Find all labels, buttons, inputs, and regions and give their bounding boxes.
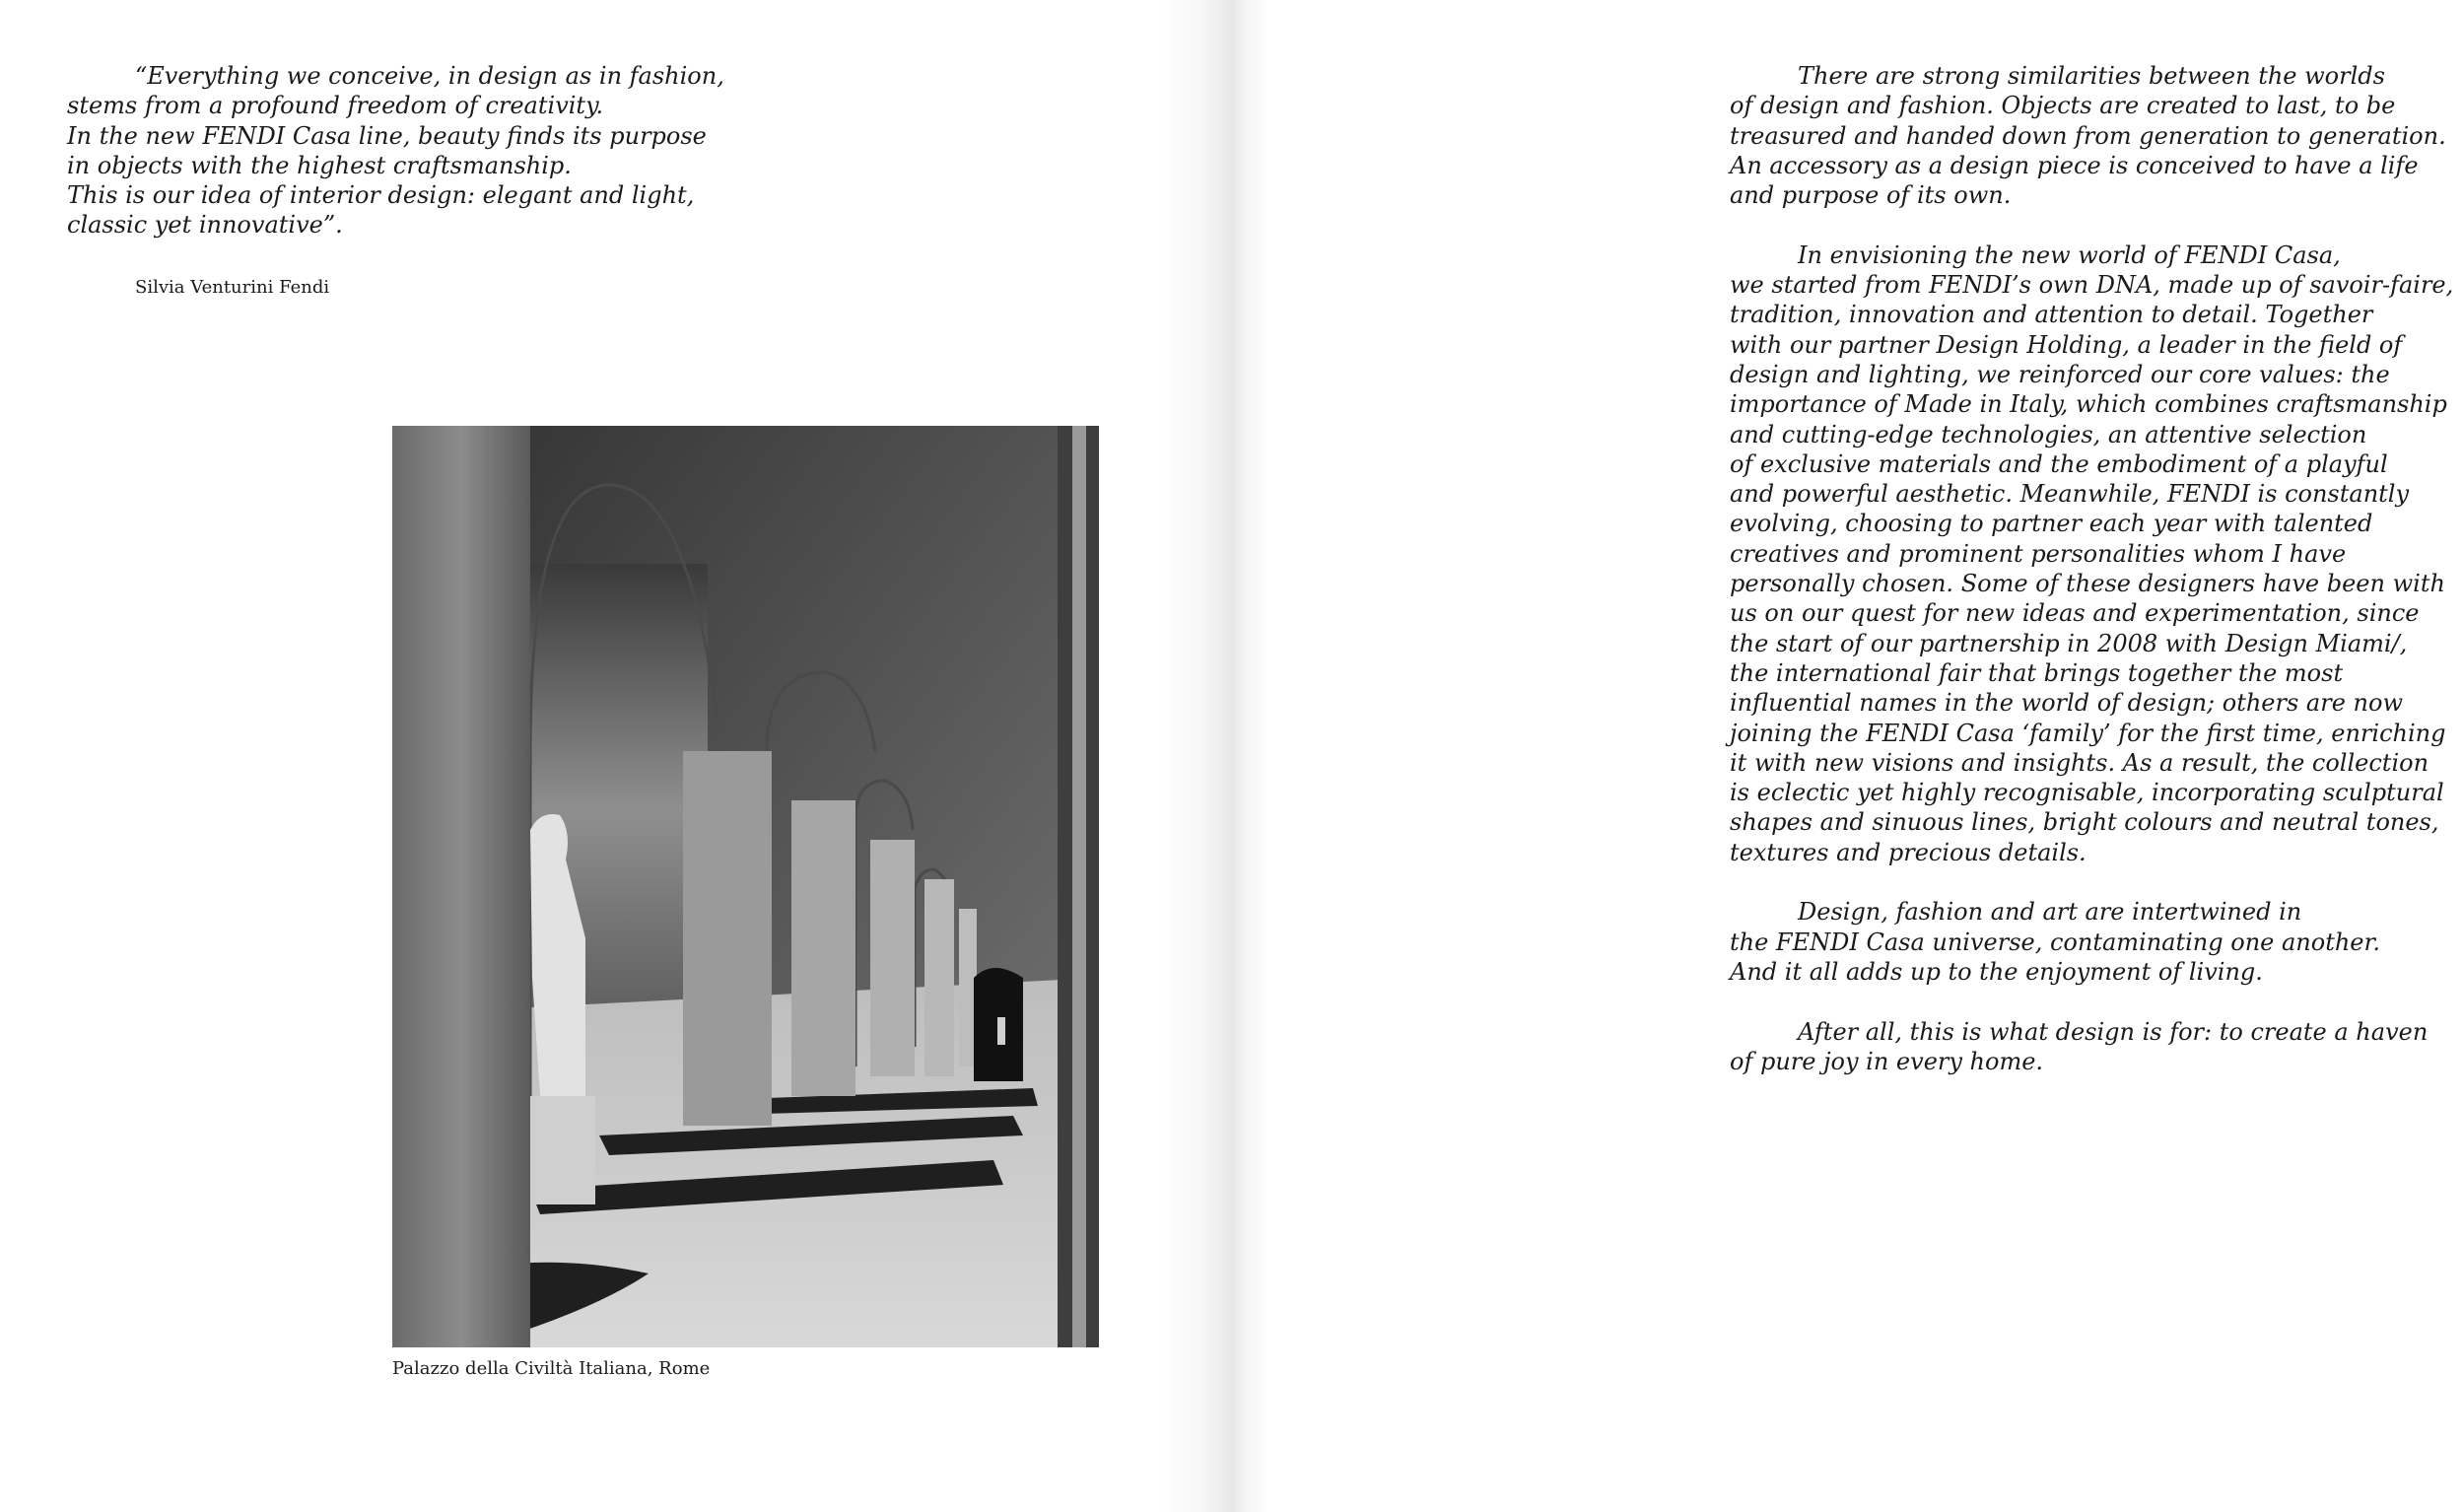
text-line: There are strong similarities between the worlds xyxy=(1798,62,2385,90)
text-line: influential names in the world of design; others are now xyxy=(1730,689,2403,718)
text-line: shapes and sinuous lines, bright colours and neutral tones, xyxy=(1730,808,2439,837)
text-line: Design, fashion and art are intertwined in xyxy=(1798,898,2302,927)
text-line: us on our quest for new ideas and experimentation, since xyxy=(1730,599,2420,628)
text-line: An accessory as a design piece is conceived to have a life xyxy=(1730,151,2419,179)
text-line: the FENDI Casa universe, contaminating one another. xyxy=(1730,928,2380,956)
quote-line: “Everything we conceive, in design as in fashion, xyxy=(135,62,724,90)
text-line: importance of Made in Italy, which combines craftsmanship xyxy=(1730,390,2447,419)
text-line: And it all adds up to the enjoyment of living. xyxy=(1730,957,2263,986)
text-line: and purpose of its own. xyxy=(1730,181,2012,210)
paragraph xyxy=(1730,61,2446,210)
right-page xyxy=(1231,0,2463,1512)
text-line: tradition, innovation and attention to detail. Together xyxy=(1730,301,2373,329)
text-line: the international fair that brings together the most xyxy=(1730,658,2344,687)
text-line: with our partner Design Holding, a leader in the field of xyxy=(1730,330,2403,359)
paragraph xyxy=(1730,1017,2429,1077)
text-line: of exclusive materials and the embodiment of a playful xyxy=(1730,449,2388,478)
quote-line: in objects with the highest craftsmanship. xyxy=(67,151,572,179)
paragraph xyxy=(1730,897,2420,987)
designer-quote xyxy=(67,61,757,241)
quote-line: In the new FENDI Casa line, beauty finds its purpose xyxy=(67,121,707,150)
quote-line: classic yet innovative”. xyxy=(67,211,343,240)
colonnade-photo xyxy=(392,426,1099,1347)
gutter-shadow-left xyxy=(1162,0,1231,1512)
text-line: textures and precious details. xyxy=(1730,838,2087,866)
text-line: and cutting-edge technologies, an attentive selection xyxy=(1730,420,2367,448)
text-line: it with new visions and insights. As a result, the collection xyxy=(1730,748,2429,777)
text-line: personally chosen. Some of these designers have been with xyxy=(1730,570,2445,598)
quote-line: stems from a profound freedom of creativity. xyxy=(67,92,604,120)
paragraph xyxy=(1730,241,2454,867)
text-line: of design and fashion. Objects are created to last, to be xyxy=(1730,92,2396,120)
text-line: is eclectic yet highly recognisable, incorporating sculptural xyxy=(1730,779,2444,807)
text-line: joining the FENDI Casa ‘family’ for the first time, enriching xyxy=(1730,719,2446,747)
body-text xyxy=(1730,61,2454,1106)
gutter-shadow-right xyxy=(1231,0,1268,1512)
text-line: creatives and prominent personalities whom I have xyxy=(1730,539,2347,568)
text-line: In envisioning the new world of FENDI Casa, xyxy=(1798,241,2341,269)
text-line: and powerful aesthetic. Meanwhile, FENDI is constantly xyxy=(1730,480,2410,509)
text-line: evolving, choosing to partner each year with talented xyxy=(1730,510,2373,538)
quote-author: Silvia Venturini Fendi xyxy=(135,277,330,298)
text-line: the start of our partnership in 2008 with Design Miami/, xyxy=(1730,629,2408,657)
text-line: we started from FENDI’s own DNA, made up of savoir-faire, xyxy=(1730,271,2454,300)
text-line: design and lighting, we reinforced our core values: the xyxy=(1730,360,2390,388)
text-line: treasured and handed down from generation to generation. xyxy=(1730,121,2446,150)
left-page xyxy=(0,0,1231,1512)
photo-caption: Palazzo della Civiltà Italiana, Rome xyxy=(392,1358,711,1379)
text-line: After all, this is what design is for: to create a haven xyxy=(1798,1017,2429,1046)
quote-line: This is our idea of interior design: elegant and light, xyxy=(67,181,695,210)
text-line: of pure joy in every home. xyxy=(1730,1047,2044,1075)
